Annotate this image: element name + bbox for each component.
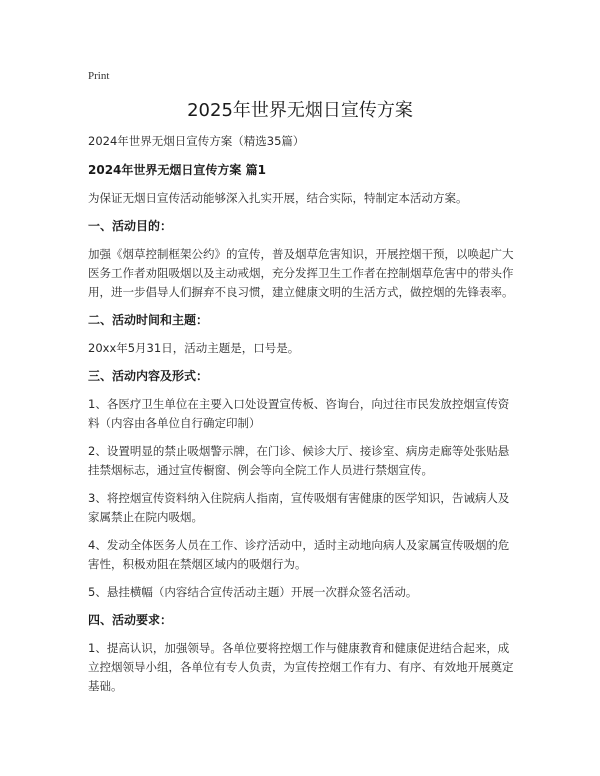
list-item: 4、发动全体医务人员在工作、诊疗活动中，适时主动地向病人及家属宣传吸烟的危害性，积极劝阻在禁烟区域内的吸烟行为。	[88, 538, 510, 571]
time-theme-paragraph: 20xx年5月31日，活动主题是，口号是。	[88, 341, 300, 355]
print-link[interactable]: Print	[88, 70, 110, 82]
document-body	[88, 132, 518, 705]
heading-content-form: 三、活动内容及形式：	[88, 369, 209, 383]
requirement-paragraph: 1、提高认识，加强领导。各单位要将控烟工作与健康教育和健康促进结合起来，成立控烟领导小组，各单位有专人负责，为宣传控烟工作有力、有序、有效地开展奠定基础。	[88, 641, 514, 693]
list-item: 5、悬挂横幅（内容结合宣传活动主题）开展一次群众签名活动。	[88, 585, 418, 599]
section-title: 2024年世界无烟日宣传方案 篇1	[88, 163, 266, 177]
heading-time-theme: 二、活动时间和主题：	[88, 313, 209, 327]
heading-purpose: 一、活动目的：	[88, 219, 173, 233]
list-item: 2、设置明显的禁止吸烟警示牌，在门诊、候诊大厅、接诊室、病房走廊等处张贴悬挂禁烟标志，通过宣传橱窗、例会等向全院工作人员进行禁烟宣传。	[88, 444, 510, 477]
purpose-paragraph: 加强《烟草控制框架公约》的宣传，普及烟草危害知识，开展控烟干预，以唤起广大医务工作者劝阻吸烟以及主动戒烟，充分发挥卫生工作者在控制烟草危害中的带头作用，进一步倡导人们摒弃不良习惯，建立健康文明的生活方式，做控烟的先锋表率。	[88, 247, 514, 299]
document-subtitle: 2024年世界无烟日宣传方案（精选35篇）	[88, 134, 305, 148]
page-title: 2025年世界无烟日宣传方案	[187, 100, 413, 121]
intro-paragraph: 为保证无烟日宣传活动能够深入扎实开展，结合实际，特制定本活动方案。	[88, 191, 468, 205]
heading-requirements: 四、活动要求：	[88, 613, 173, 627]
list-item: 3、将控烟宣传资料纳入住院病人指南，宣传吸烟有害健康的医学知识，告诫病人及家属禁止在院内吸烟。	[88, 491, 510, 524]
list-item: 1、各医疗卫生单位在主要入口处设置宣传板、咨询台，向过往市民发放控烟宣传资料（内容由各单位自行确定印制）	[88, 397, 510, 430]
